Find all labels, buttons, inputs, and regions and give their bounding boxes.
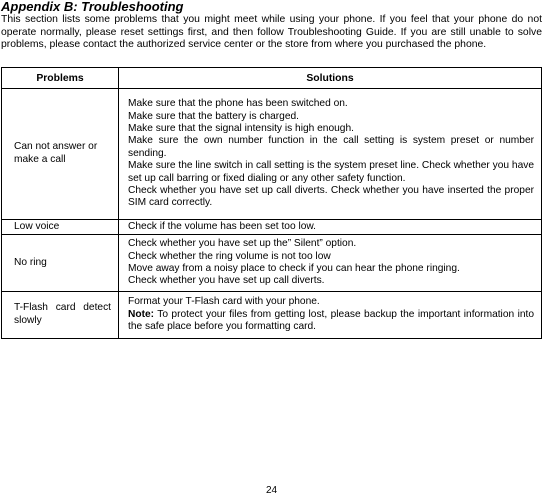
section-title: Appendix B: Troubleshooting (1, 0, 184, 14)
table-row (2, 220, 542, 235)
table-row (2, 89, 542, 220)
solution-line: Make sure the line switch in call setting is the system preset line. Check whether you have set up call barring or fixed dialing or any other safety function. (128, 160, 534, 184)
problem-cell: T-Flash card detect slowly (2, 292, 119, 339)
note-label: Note: (128, 308, 155, 320)
solution-line: Make sure the own number function in the call setting is system preset or number sending. (128, 135, 534, 159)
solution-cell (119, 220, 542, 235)
table-row (2, 235, 542, 292)
solution-cell (119, 292, 542, 339)
table-row (2, 292, 542, 339)
problem-cell: Can not answer or make a call (2, 89, 119, 220)
solution-cell (119, 235, 542, 292)
header-solutions: Solutions (119, 68, 542, 89)
intro-paragraph: This section lists some problems that you might meet while using your phone. If you feel that your phone do not operate normally, please reset settings first, and then follow Troubleshooting Guide. If you are still unable to solve problems, please contact the authorized service center or the store from where you purchased the phone. (1, 14, 542, 51)
solution-line: Format your T-Flash card with your phone. (128, 296, 320, 308)
problem-cell: Low voice (2, 220, 119, 235)
problem-cell: No ring (2, 235, 119, 292)
page-number: 24 (265, 485, 278, 496)
note-text: To protect your files from getting lost, please backup the important information into the safe place before you formatting card. (128, 308, 534, 333)
solution-cell (119, 89, 542, 220)
solution-line: Check whether you have set up call diverts. (128, 275, 325, 287)
solution-line: Check if the volume has been set too low. (128, 220, 317, 232)
table-header-row (2, 68, 542, 89)
troubleshooting-table (1, 67, 542, 339)
solution-line: Make sure that the battery is charged. (128, 110, 300, 122)
solution-line: Check whether the ring volume is not too low (128, 250, 331, 262)
solution-line (128, 309, 534, 332)
solution-line: Make sure that the signal intensity is high enough. (128, 122, 354, 134)
solution-line: Check whether you have set up call diverts. Check whether you have inserted the proper SIM card correctly. (128, 185, 534, 209)
solution-line: Make sure that the phone has been switched on. (128, 98, 348, 110)
header-problems: Problems (2, 68, 119, 89)
solution-line: Check whether you have set up the” Silent” option. (128, 238, 357, 250)
solution-line: Move away from a noisy place to check if you can hear the phone ringing. (128, 263, 460, 274)
